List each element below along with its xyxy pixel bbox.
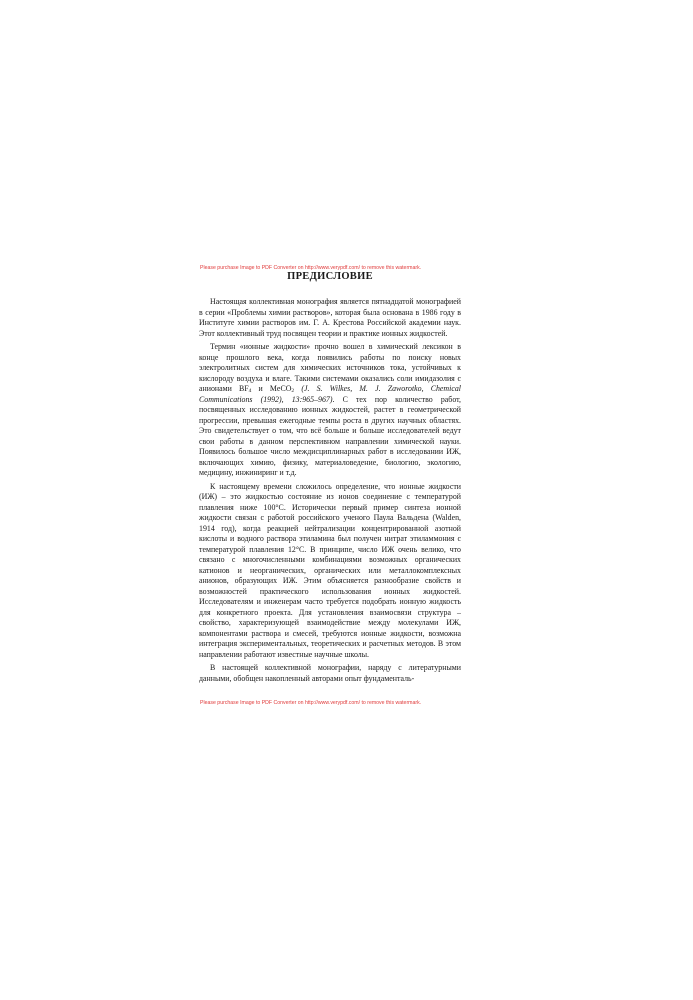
subscript-meco2: 2 <box>291 388 295 394</box>
page-title: ПРЕДИСЛОВИЕ <box>287 271 373 282</box>
watermark-top: Please purchase Image to PDF Converter on http://www.verypdf.com/ to remove this watermark. <box>200 265 422 271</box>
paragraph-2 <box>199 342 461 479</box>
paragraph-2-text-d: . С тех пор количество работ, посвященных исследованию ионных жидкостей, растет в геометрической прогрессии, превышая ежегодные темпы роста в других научных областях. Это свидетельствует о том, что всё больше и больше исследователей ведут свои работы в данном перспективном направлении химической науки. Появилось большое число междисциплинарных работ в исследовании ИЖ, включающих химию, физику, материаловедение, биологию, экологию, медицину, инжиниринг и т.д. <box>199 394 461 477</box>
subscript-bf4: 4 <box>248 388 252 394</box>
paragraph-2-text-b: и MeCO <box>251 384 292 393</box>
citation: (J. S. Wilkes, M. J. Zaworotko, Chemical Communications (1992), 13:965–967) <box>199 384 461 404</box>
document-body <box>199 297 461 687</box>
paragraph-1: Настоящая коллективная монография является пятнадцатой монографией в серии «Проблемы химии растворов», которая была основана в 1986 году в Институте химии растворов им. Г. А. Крестова Российской академии наук. Этот коллективный труд посвящен теории и практике ионных жидкостей. <box>199 297 461 338</box>
paragraph-4: В настоящей коллективной монографии, наряду с литературными данными, обобщен накопленный авторами опыт фундаменталь- <box>199 663 461 683</box>
paragraph-2-text-a: Термин «ионные жидкости» прочно вошел в химический лексикон в конце прошлого века, когда появились работы по поиску новых электролитных систем для химических источников тока, устойчивых к кислороду воздуха и влаге. Такими системами оказались соли имидазолия с анионами BF <box>199 342 461 393</box>
paragraph-3: К настоящему времени сложилось определение, что ионные жидкости (ИЖ) – это жидкостью состояние из ионов соединение с температурой плавления ниже 100°С. Исторически первый пример синтеза ионной жидкости связан с работой российского ученого Паула Вальдена (Walden, 1914 год), когда реакцией нейтрализации концентрированной азотной кислоты и водного раствора этиламина был получен нитрат этиламмония с температурой плавления 12°С. В принципе, число ИЖ очень велико, что связано с многочисленными комбинациями возможных органических катионов и неорганических, органических или металлокомплексных анионов, образующих ИЖ. Этим объясняется разнообразие свойств и возможностей практического использования ионных жидкостей. Исследователям и инженерам часто требуется подобрать ионную жидкость для конкретного проекта. Для установления взаимосвязи структура – свойство, характеризующей взаимодействие между молекулами ИЖ, компонентами раствора и смесей, требуются ионные жидкости, возможна интеграция экспериментальных, теоретических и расчетных методов. В этом направлении работают известные научные школы. <box>199 481 461 659</box>
watermark-bottom: Please purchase Image to PDF Converter on http://www.verypdf.com/ to remove this watermark. <box>200 700 422 706</box>
